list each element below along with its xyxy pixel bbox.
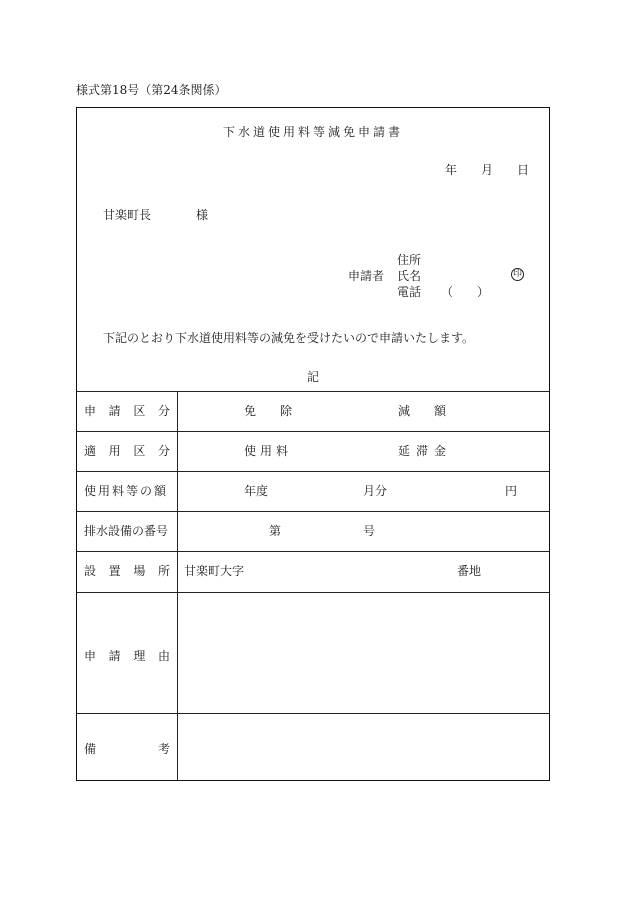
row-label-applicable-type: 適 用 区 分 [84,444,170,458]
statement-text: 下記のとおり下水道使用料等の減免を受けたいので申請いたします。 [103,331,475,345]
applicant-address-label: 住所 [397,253,422,267]
row-label-remarks: 備 考 [84,742,170,756]
addressee-name: 甘楽町長 [103,208,152,222]
location-district[interactable]: 甘楽町大字 [184,564,245,578]
option-reduction[interactable]: 減 額 [398,404,447,418]
date-year[interactable]: 年 [445,163,458,177]
date-month[interactable]: 月 [481,163,494,177]
location-lot-number[interactable]: 番地 [457,564,482,578]
date-day[interactable]: 日 [517,163,530,177]
applicant-name-label: 氏名 [397,269,422,283]
addressee-honorific: 様 [196,208,209,222]
form-number-label: 様式第18号（第24条関係） [76,83,227,97]
fee-fiscal-year[interactable]: 年度 [244,484,269,498]
option-exemption[interactable]: 免 除 [244,404,293,418]
option-usage-fee[interactable]: 使用料 [244,444,293,458]
row-label-fee-amount: 使用料等の額 [84,484,169,498]
applicant-label: 申請者 [348,269,385,283]
applicant-phone-label: 電話 [397,285,422,299]
table-top-line [77,391,549,392]
application-form [76,107,550,781]
drainage-number-prefix[interactable]: 第 [269,524,282,538]
remarks-field[interactable] [178,714,549,780]
row-label-reason: 申 請 理 由 [84,649,170,663]
fee-month[interactable]: 月分 [363,484,388,498]
fee-yen[interactable]: 円 [505,484,518,498]
form-title: 下水道使用料等減免申請書 [222,125,403,139]
option-late-fee[interactable]: 延滞金 [398,444,453,458]
drainage-number-suffix[interactable]: 号 [363,524,376,538]
row-label-location: 設 置 場 所 [84,564,170,578]
ki-heading: 記 [306,370,319,384]
seal-mark-icon: 印 [512,269,522,279]
row-label-application-type: 申 請 区 分 [84,404,170,418]
applicant-phone-paren[interactable]: （ ） [441,285,490,299]
reason-field[interactable] [178,593,549,712]
row-label-drainage-number: 排水設備の番号 [84,524,169,538]
